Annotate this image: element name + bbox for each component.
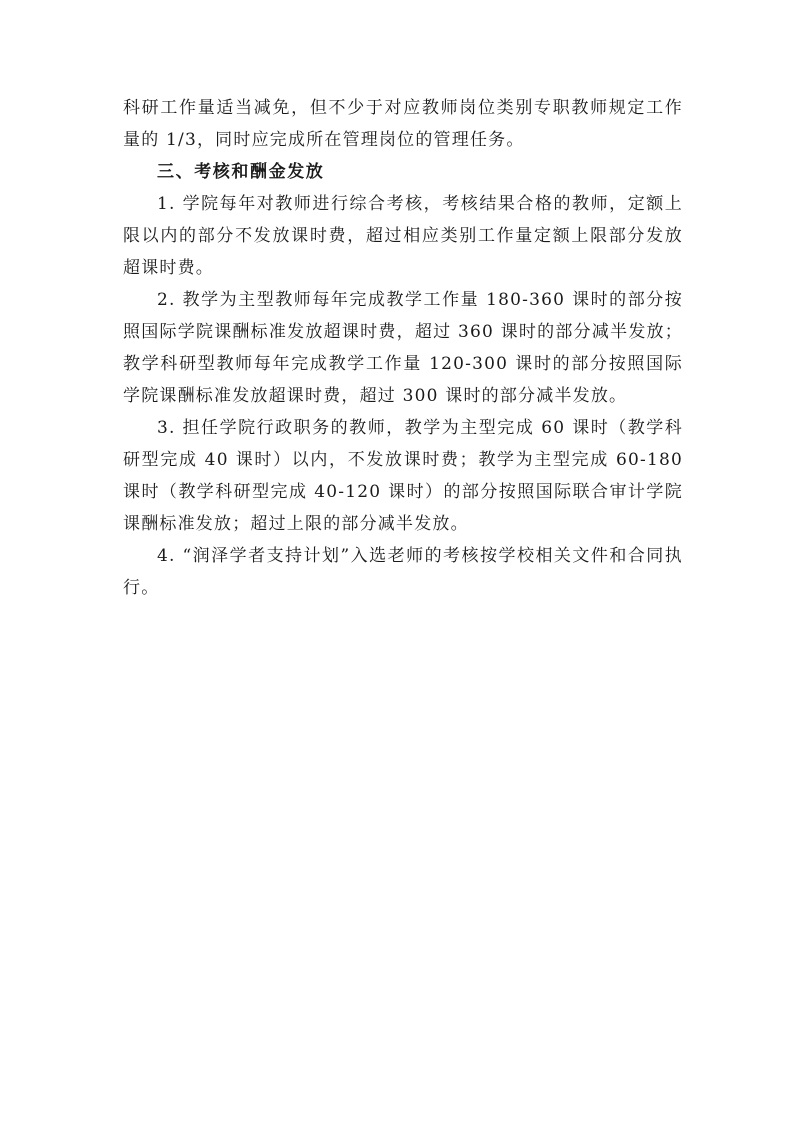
list-item-4: 4. “润泽学者支持计划”入选老师的考核按学校相关文件和合同执行。 bbox=[123, 546, 683, 598]
section-heading: 三、考核和酬金发放 bbox=[157, 162, 325, 182]
continued-paragraph: 科研工作量适当减免，但不少于对应教师岗位类别专职教师规定工作量的 1/3，同时应完成所在管理岗位的管理任务。 bbox=[123, 98, 683, 150]
list-item-3: 3. 担任学院行政职务的教师，教学为主型完成 60 课时（教学科研型完成 40 课时）以内，不发放课时费；教学为主型完成 60-180 课时（教学科研型完成 40-120 课时）的部分按照国际联合审计学院课酬标准发放；超过上限的部分减半发放。 bbox=[123, 418, 683, 534]
list-item-2: 2. 教学为主型教师每年完成教学工作量 180-360 课时的部分按照国际学院课酬标准发放超课时费，超过 360 课时的部分减半发放；教学科研型教师每年完成教学工作量 120-300 课时的部分按照国际学院课酬标准发放超课时费，超过 300 课时的部分减半发放。 bbox=[123, 290, 683, 406]
list-item-1: 1. 学院每年对教师进行综合考核，考核结果合格的教师，定额上限以内的部分不发放课时费，超过相应类别工作量定额上限部分发放超课时费。 bbox=[123, 194, 683, 278]
document-body bbox=[123, 92, 683, 604]
